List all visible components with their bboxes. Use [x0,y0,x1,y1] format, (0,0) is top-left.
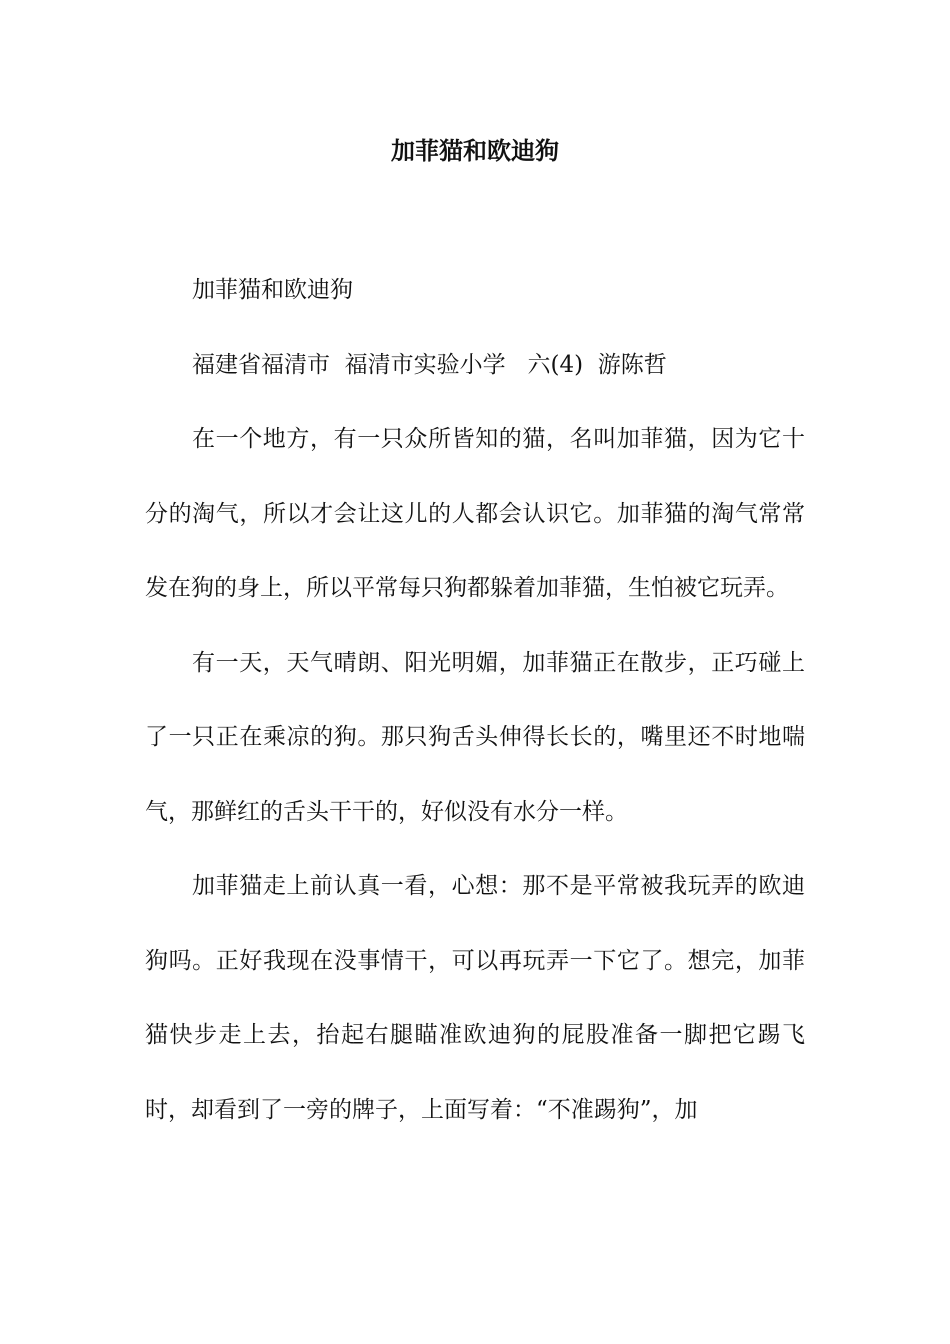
paragraph-author: 福建省福清市 福清市实验小学 六(4) 游陈哲 [192,351,667,378]
document-body [145,253,805,1147]
paragraph-3: 加菲猫走上前认真一看，心想：那不是平常被我玩弄的欧迪狗吗。正好我现在没事情干，可以再玩弄一下它了。想完，加菲猫快步走上去，抬起右腿瞄准欧迪狗的屁股准备一脚把它踢飞时，却看到了一旁的牌子，上面写着：“不准踢狗”，加 [145,873,805,1123]
paragraph-subtitle: 加菲猫和欧迪狗 [192,277,353,303]
paragraph-2: 有一天，天气晴朗、阳光明媚，加菲猫正在散步，正巧碰上了一只正在乘凉的狗。那只狗舌头伸得长长的，嘴里还不时地喘气，那鲜红的舌头干干的，好似没有水分一样。 [145,649,805,825]
document-title: 加菲猫和欧迪狗 [391,136,559,165]
paragraph-1: 在一个地方，有一只众所皆知的猫，名叫加菲猫，因为它十分的淘气，所以才会让这儿的人都会认识它。加菲猫的淘气常常发在狗的身上，所以平常每只狗都躲着加菲猫，生怕被它玩弄。 [145,426,805,601]
